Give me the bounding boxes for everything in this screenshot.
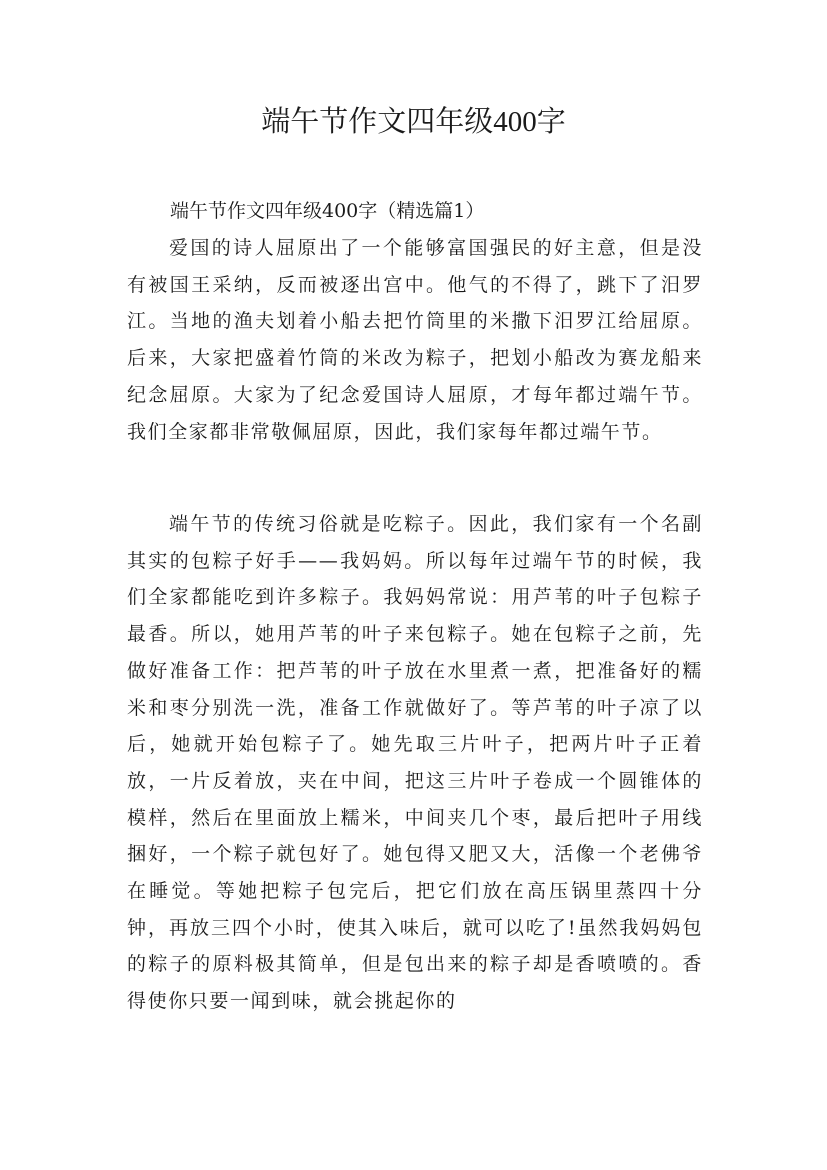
paragraph-1: 爱国的诗人屈原出了一个能够富国强民的好主意，但是没有被国王采纳，反而被逐出宫中。他气的不得了，跳下了汨罗江。当地的渔夫划着小船去把竹筒里的米撒下汨罗江给屈原。后来，大家把盛着竹筒的米改为粽子，把划小船改为赛龙船来纪念屈原。大家为了纪念爱国诗人屈原，才每年都过端午节。我们全家都非常敬佩屈原，因此，我们家每年都过端午节。 bbox=[127, 237, 703, 443]
section-subtitle: 端午节作文四年级400字（精选篇1） bbox=[170, 200, 485, 222]
page-title: 端午节作文四年级400字 bbox=[261, 106, 566, 138]
paragraph-2: 端午节的传统习俗就是吃粽子。因此，我们家有一个名副其实的包粽子好手——我妈妈。所以每年过端午节的时候，我们全家都能吃到许多粽子。我妈妈常说：用芦苇的叶子包粽子最香。所以，她用芦苇的叶子来包粽子。她在包粽子之前，先做好准备工作：把芦苇的叶子放在水里煮一煮，把准备好的糯米和枣分别洗一洗，准备工作就做好了。等芦苇的叶子凉了以后，她就开始包粽子了。她先取三片叶子，把两片叶子正着放，一片反着放，夹在中间，把这三片叶子卷成一个圆锥体的模样，然后在里面放上糯米，中间夹几个枣，最后把叶子用线捆好，一个粽子就包好了。她包得又肥又大，活像一个老佛爷在睡觉。等她把粽子包完后，把它们放在高压锅里蒸四十分钟，再放三四个小时，使其入味后，就可以吃了!虽然我妈妈包的粽子的原料极其简单，但是包出来的粽子却是香喷喷的。香得使你只要一闻到味，就会挑起你的 bbox=[127, 513, 703, 1013]
